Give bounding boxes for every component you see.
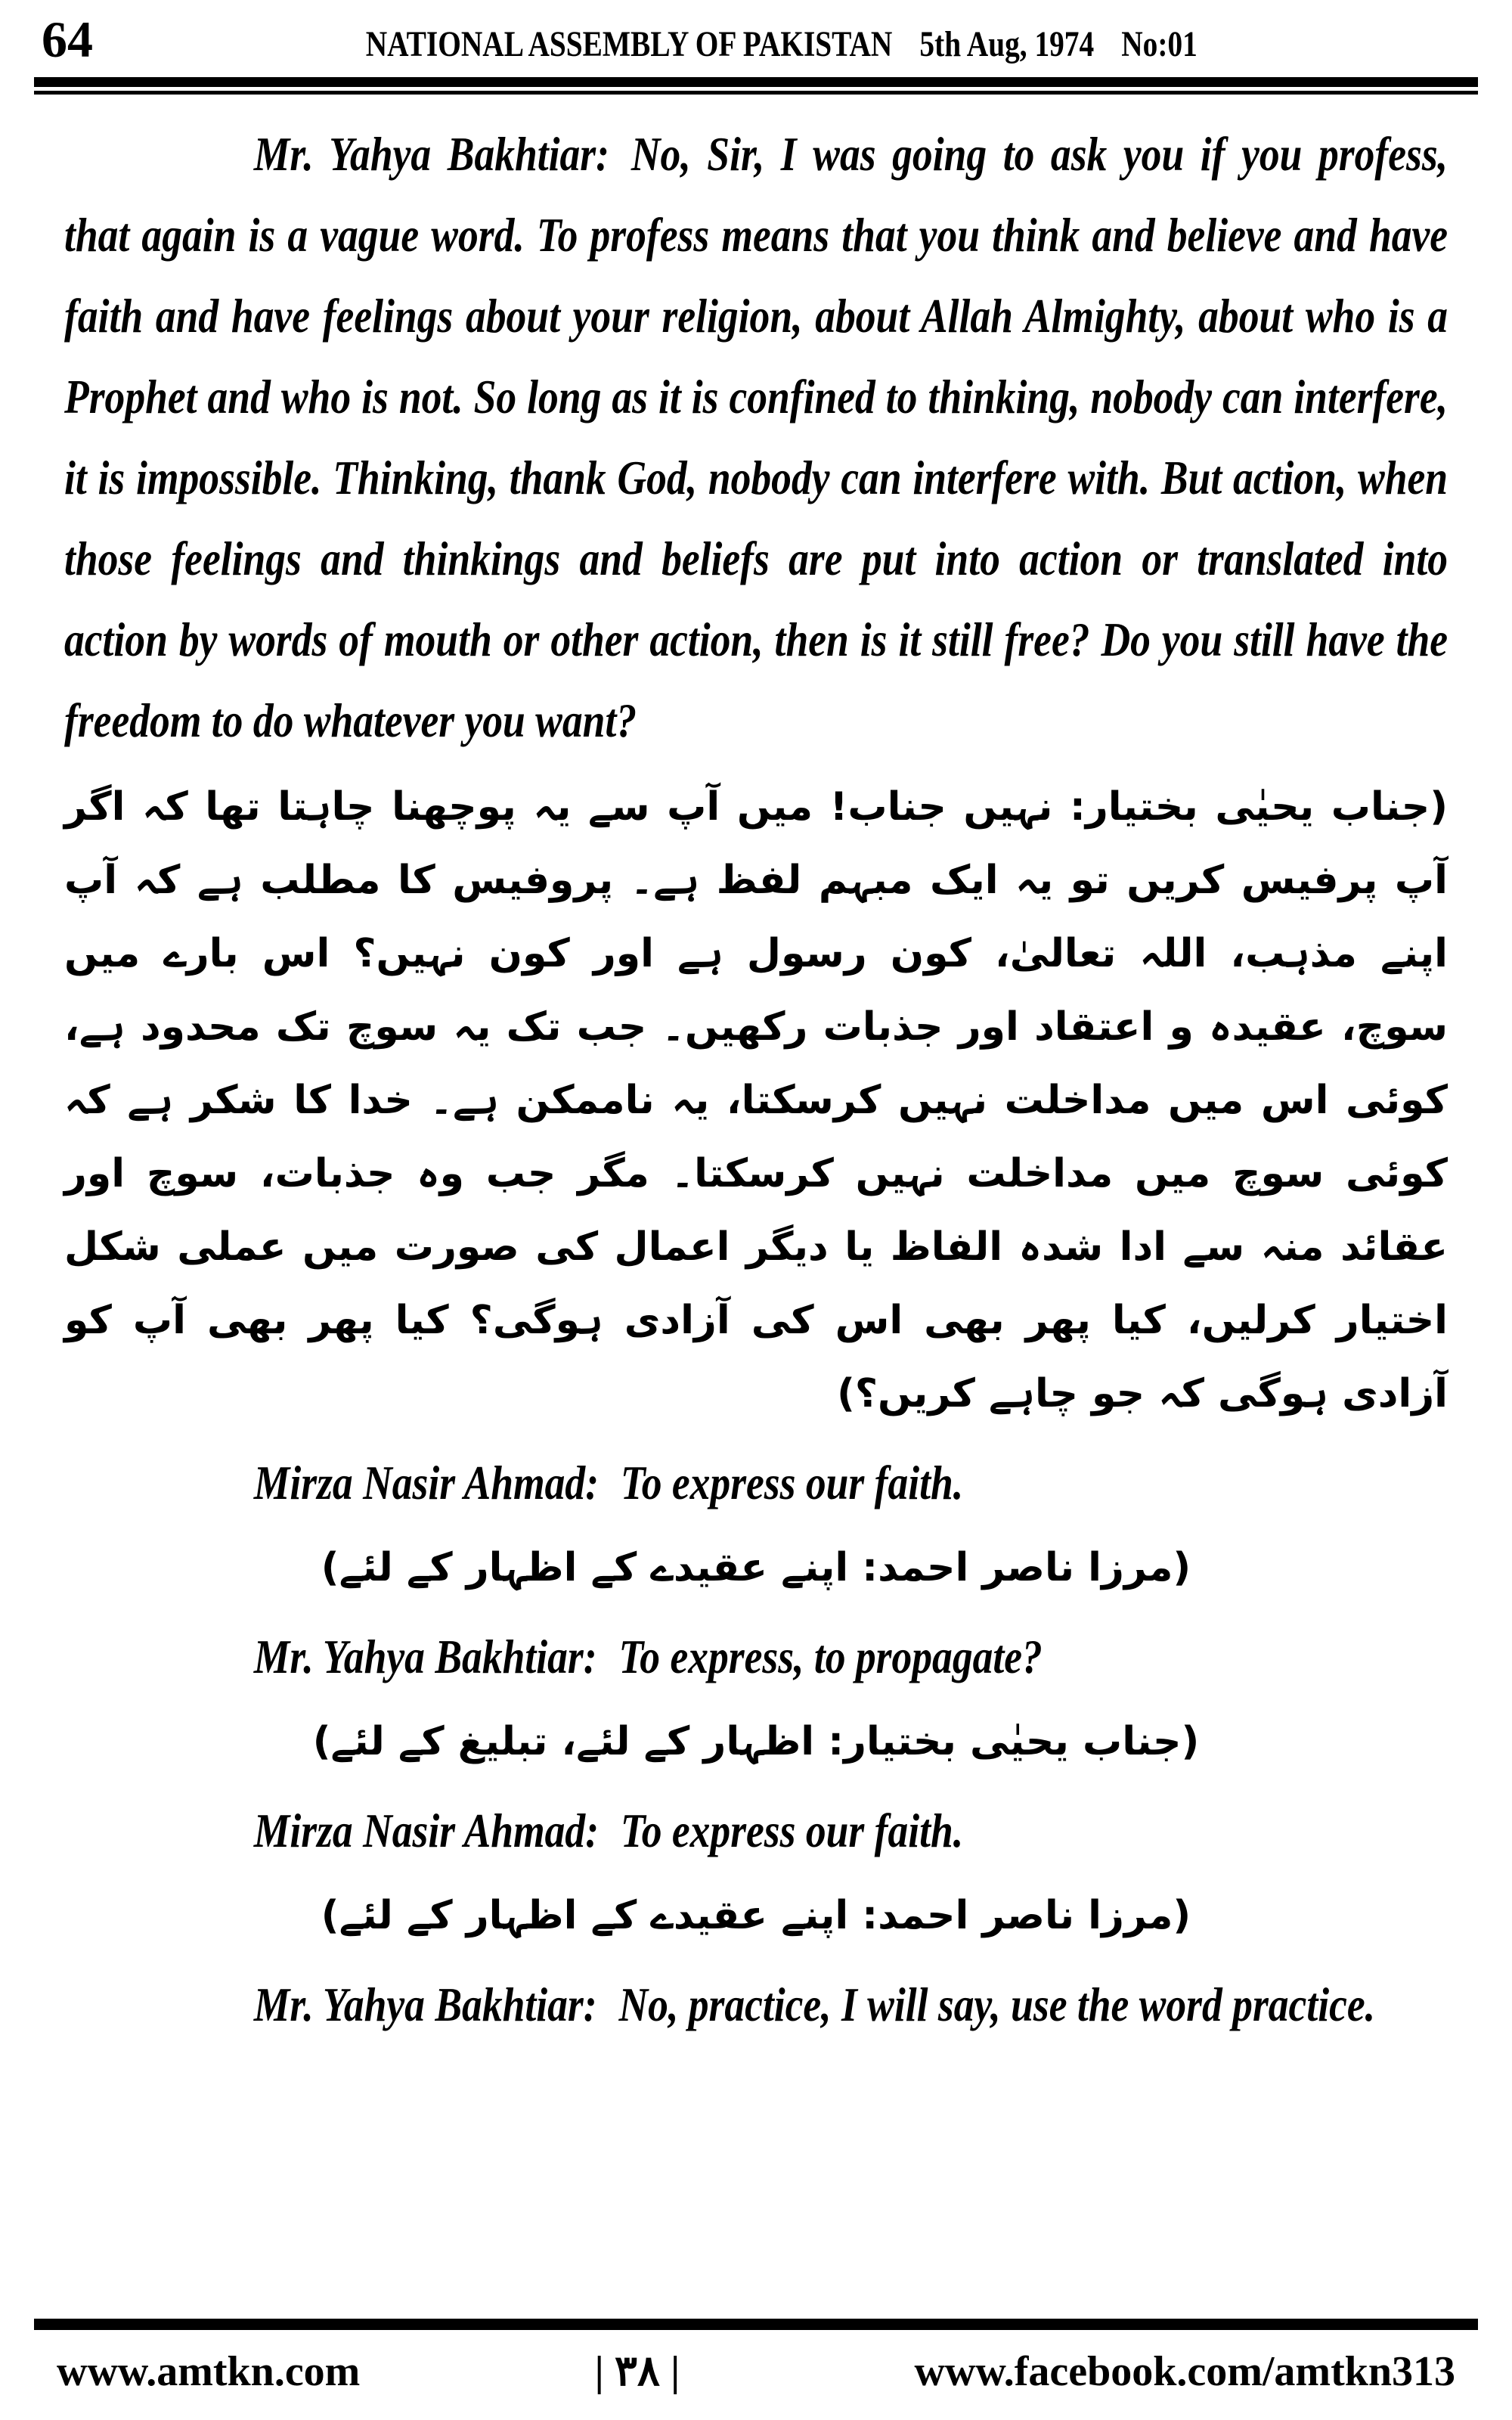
- page-header: [0, 0, 1512, 68]
- exchange-line-english: [64, 1617, 1448, 1698]
- exchange-line-urdu: (جناب یحیٰی بختیار: اظہار کے لئے، تبلیغ کے لئے): [312, 1719, 1200, 1764]
- paragraph-english-main: [64, 114, 1448, 762]
- exchange-text: To express our faith.: [620, 1804, 964, 1857]
- speaker-name: Mr. Yahya Bakhtiar:: [253, 1630, 597, 1683]
- header-title: [366, 23, 1198, 65]
- speaker-name: Mr. Yahya Bakhtiar:: [253, 128, 609, 181]
- exchange-line-english: [64, 1791, 1448, 1872]
- paragraph-urdu-main: (جناب یحیٰی بختیار: نہیں جناب! میں آپ سے یہ پوچھنا چاہتا تھا کہ اگر آپ پرفیس کریں تو یہ ایک مبہم لفظ ہے۔ پروفیس کا مطلب ہے کہ آپ اپنے مذہب، اللہ تعالیٰ، کون رسول ہے اور کون نہیں؟ اس بارے میں سوچ، عقیدہ و اعتقاد اور جذبات رکھیں۔ جب تک یہ سوچ تک محدود ہے، کوئی اس میں مداخلت نہیں کرسکتا، یہ ناممکن ہے۔ خدا کا شکر ہے کہ کوئی سوچ میں مداخلت نہیں کرسکتا۔ مگر جب وہ جذبات، سوچ اور عقائد منہ سے ادا شدہ الفاظ یا دیگر اعمال کی صورت میں عملی شکل اختیار کرلیں، کیا پھر بھی اس کی آزادی ہوگی؟ کیا پھر بھی آپ کو آزادی ہوگی کہ جو چاہے کریں؟): [64, 784, 1448, 1416]
- paragraph-text: No, Sir, I was going to ask you if you profess, that again is a vague word. To profess means that you think and believe and have faith and have feelings about your religion, about Allah Almighty, about who is a Prophet and who is not. So long as it is confined to thinking, nobody can interfere, it is impossible. Thinking, thank God, nobody can interfere with. But action, when those feelings and thinkings and beliefs are put into action or translated into action by words of mouth or other action, then is it still free? Do you still have the freedom to do whatever you want?: [64, 128, 1448, 747]
- speaker-name: Mirza Nasir Ahmad:: [253, 1804, 600, 1857]
- exchange-text: To express our faith.: [620, 1457, 964, 1509]
- footer-rule: [34, 2319, 1478, 2330]
- header-title-wrap: [93, 23, 1470, 65]
- speaker-name: Mr. Yahya Bakhtiar:: [253, 1978, 597, 2031]
- page-number: 64: [42, 11, 93, 68]
- exchange-line-urdu: (مرزا ناصر احمد: اپنے عقیدے کے اظہار کے لئے): [321, 1893, 1191, 1938]
- header-date: 5th Aug, 1974: [919, 23, 1095, 64]
- footer-row: [0, 2330, 1512, 2397]
- exchange-line-urdu: (مرزا ناصر احمد: اپنے عقیدے کے اظہار کے لئے): [321, 1545, 1191, 1590]
- header-issue-number: No:01: [1121, 23, 1198, 64]
- header-rule-thick: [34, 77, 1478, 87]
- footer-facebook-url: www.facebook.com/amtkn313: [914, 2347, 1455, 2395]
- exchange-text: To express, to propagate?: [618, 1630, 1043, 1683]
- speaker-name: Mirza Nasir Ahmad:: [253, 1457, 600, 1509]
- page-content: [0, 95, 1512, 2046]
- footer-website-url: www.amtkn.com: [57, 2347, 361, 2395]
- exchange-line-english: [64, 1965, 1448, 2046]
- page-footer: [0, 2319, 1512, 2397]
- exchange-line-english: [64, 1443, 1448, 1524]
- exchange-text: No, practice, I will say, use the word practice.: [618, 1978, 1376, 2031]
- header-title-text: NATIONAL ASSEMBLY OF PAKISTAN: [365, 23, 893, 64]
- footer-page-marker: | ۳۸ |: [594, 2347, 680, 2395]
